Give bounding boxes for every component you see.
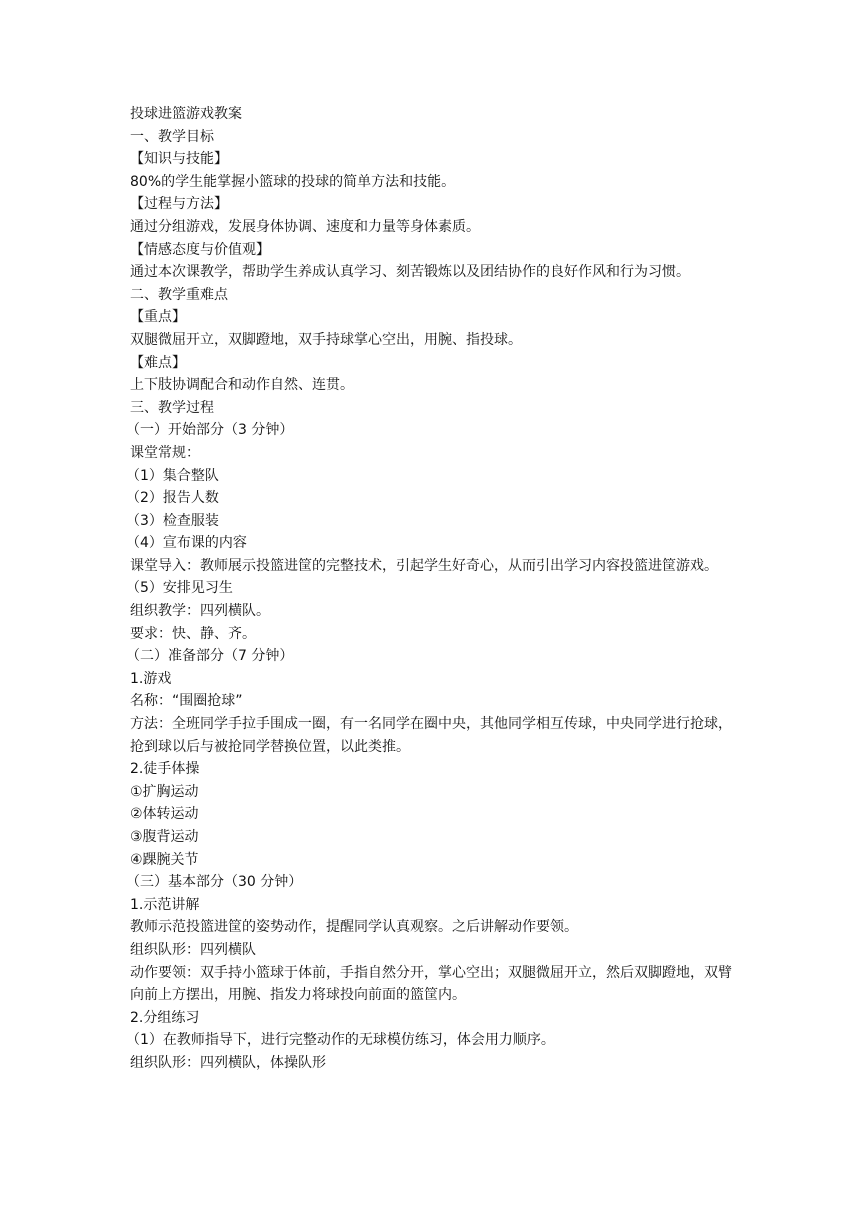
list-item: （1）集合整队	[126, 467, 219, 484]
list-item: （3）检查服装	[126, 512, 219, 529]
paragraph: 名称：“围圈抢球”	[130, 693, 243, 710]
paragraph: 组织教学：四列横队。	[130, 603, 270, 620]
paragraph: 2.徒手体操	[130, 761, 200, 778]
subheading-knowledge-skills: 【知识与技能】	[130, 151, 228, 168]
paragraph: 要求：快、静、齐。	[130, 625, 256, 642]
paragraph: 课堂导入：教师展示投篮进筐的完整技术，引起学生好奇心，从而引出学习内容投篮进筐游戏。	[130, 557, 718, 574]
paragraph: 80%的学生能掌握小篮球的投球的简单方法和技能。	[130, 173, 456, 190]
list-item: （4）宣布课的内容	[126, 535, 247, 552]
list-item: ①扩胸运动	[130, 783, 199, 800]
section-heading-teaching-goals: 一、教学目标	[130, 128, 214, 145]
paragraph: 1.示范讲解	[130, 896, 200, 913]
paragraph: 组织队形：四列横队	[130, 941, 256, 958]
subheading-basic-part: （三）基本部分（30 分钟）	[126, 874, 303, 891]
paragraph: 上下肢协调配合和动作自然、连贯。	[130, 377, 354, 394]
document-body	[126, 103, 734, 1075]
subheading-difficult-points: 【难点】	[130, 354, 186, 371]
paragraph: 课堂常规：	[130, 444, 200, 461]
paragraph: 教师示范投篮进筐的姿势动作，提醒同学认真观察。之后讲解动作要领。	[130, 919, 578, 936]
section-heading-teaching-process: 三、教学过程	[130, 399, 214, 416]
section-heading-key-difficult-points: 二、教学重难点	[130, 286, 228, 303]
paragraph: 双腿微屈开立，双脚蹬地，双手持球掌心空出，用腕、指投球。	[130, 331, 522, 348]
list-item: ④踝腕关节	[130, 851, 199, 868]
list-item: （1）在教师指导下，进行完整动作的无球模仿练习，体会用力顺序。	[126, 1032, 555, 1049]
subheading-preparation-part: （二）准备部分（7 分钟）	[126, 648, 294, 665]
list-item: ③腹背运动	[130, 829, 199, 845]
paragraph: 通过分组游戏，发展身体协调、速度和力量等身体素质。	[130, 218, 480, 235]
list-item: （2）报告人数	[126, 490, 219, 507]
subheading-attitude-values: 【情感态度与价值观】	[130, 241, 270, 258]
list-item: ②体转运动	[130, 806, 199, 823]
paragraph: 通过本次课教学，帮助学生养成认真学习、刻苦锻炼以及团结协作的良好作风和行为习惯。	[130, 264, 690, 281]
list-item: （5）安排见习生	[126, 580, 233, 597]
paragraph: 方法：全班同学手拉手围成一圈，有一名同学在圈中央，其他同学相互传球，中央同学进行抢球，抢到球以后与被抢同学替换位置，以此类推。	[130, 716, 732, 755]
paragraph: 2.分组练习	[130, 1009, 200, 1026]
document-title: 投球进篮游戏教案	[130, 106, 242, 122]
paragraph: 动作要领：双手持小篮球于体前，手指自然分开，掌心空出；双腿微屈开立，然后双脚蹬地，双臂向前上方摆出，用腕、指发力将球投向前面的篮筐内。	[130, 964, 732, 1004]
subheading-key-points: 【重点】	[130, 309, 186, 326]
paragraph: 1.游戏	[130, 670, 172, 687]
subheading-process-methods: 【过程与方法】	[130, 196, 228, 213]
subheading-opening-part: （一）开始部分（3 分钟）	[126, 422, 294, 439]
paragraph: 组织队形：四列横队，体操队形	[130, 1054, 326, 1071]
